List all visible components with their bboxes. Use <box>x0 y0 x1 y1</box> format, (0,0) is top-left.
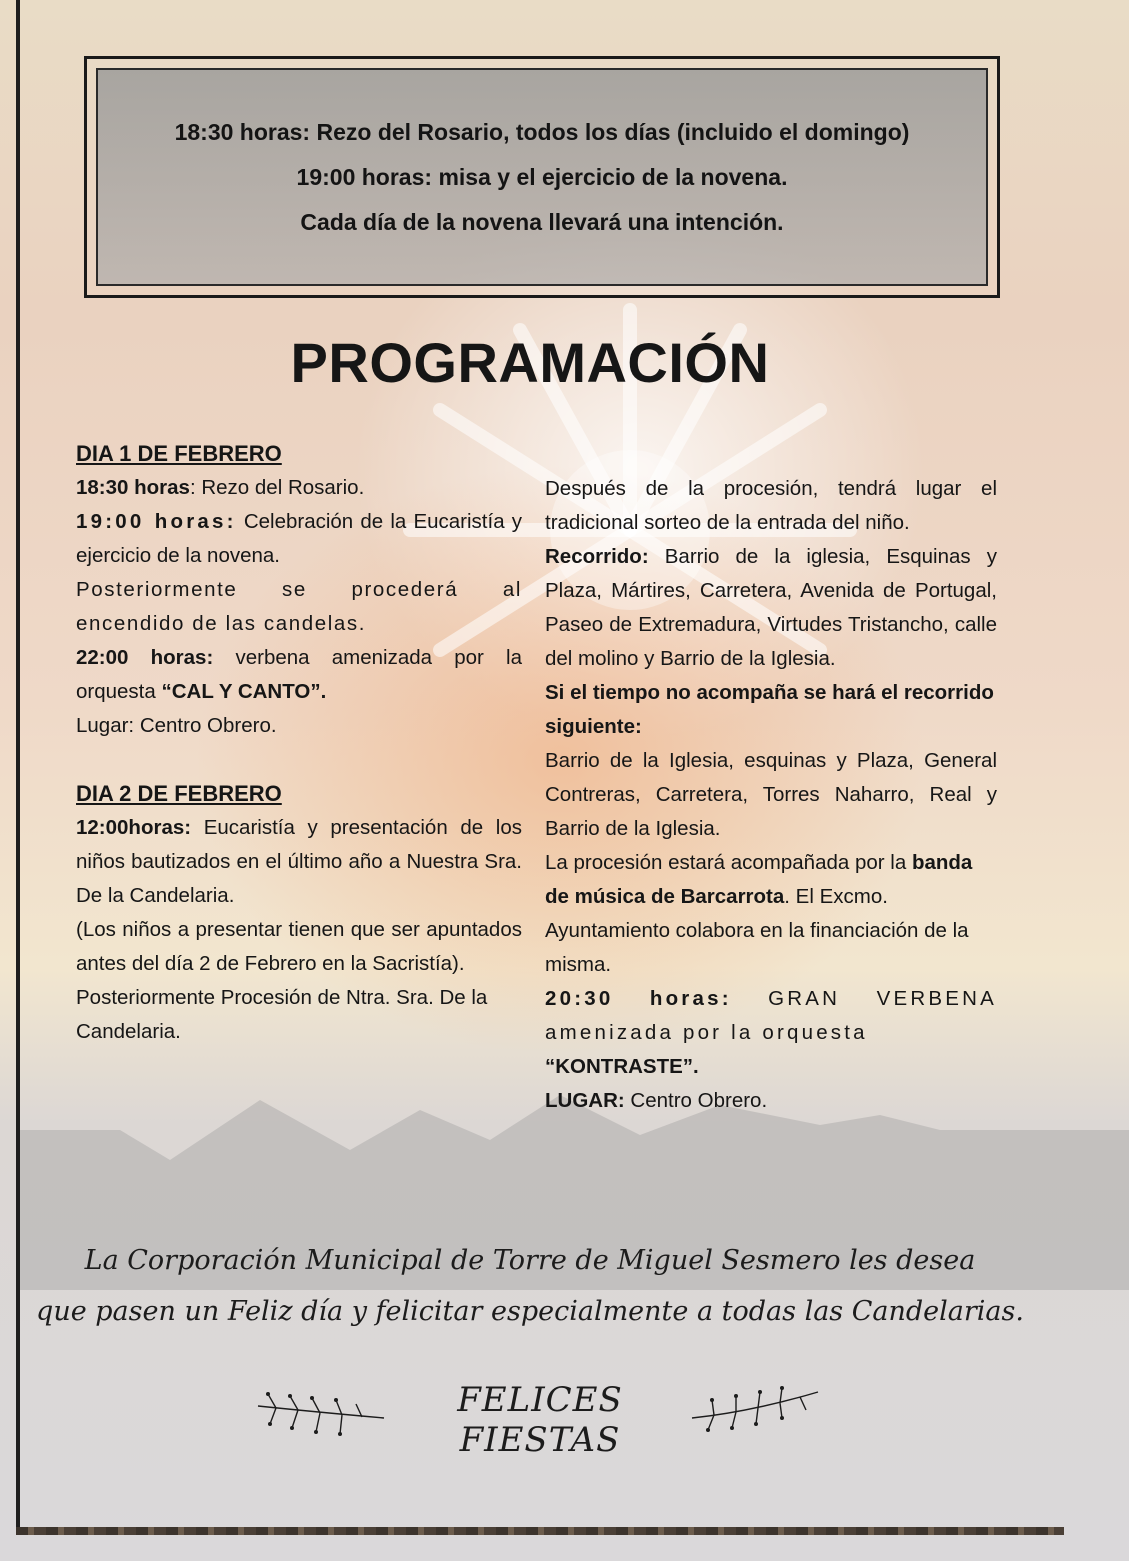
schedule-mass-line: 19:00 horas: misa y el ejercicio de la novena. <box>296 163 788 190</box>
day1-verbena-time: 22:00 horas: <box>76 646 214 669</box>
route-text <box>545 540 997 676</box>
verbena-place-label: LUGAR: <box>545 1089 625 1112</box>
route-label: Recorrido: <box>545 545 649 568</box>
schedule-intention-line: Cada día de la novena llevará una intención. <box>300 208 784 235</box>
bottom-border-strip <box>16 1527 1064 1535</box>
daily-schedule-box <box>84 56 1000 298</box>
verbena-time: 20:30 horas: <box>545 987 732 1010</box>
page-title: PROGRAMACIÓN <box>290 331 770 394</box>
leaf-sprig-icon <box>256 1384 386 1444</box>
leaf-sprig-icon <box>690 1384 820 1444</box>
day1-mass-time: 19:00 horas: <box>76 510 237 533</box>
day1-verbena-text: verbena amenizada por la orquesta <box>76 646 522 703</box>
band-text-end: . El Excmo. Ayuntamiento colabora en la financiación de la misma. <box>545 885 969 976</box>
alt-route-text: Barrio de la Iglesia, esquinas y Plaza, General Contreras, Carretera, Torres Naharro, Real y Barrio de la Iglesia. <box>545 749 997 840</box>
route-streets: Barrio de la iglesia, Esquinas y Plaza, Mártires, Carretera, Avenida de Portugal, Paseo de Extremadura, Virtudes Tristancho, calle del molino y Barrio de la Iglesia. <box>545 545 997 670</box>
spacer <box>76 743 522 777</box>
band-text-start: La procesión estará acompañada por la <box>545 851 912 874</box>
verbena-description: GRAN VERBENA amenizada por la orquesta <box>545 987 997 1044</box>
verbena-text <box>545 982 997 1050</box>
day1-heading: DIA 1 DE FEBRERO <box>76 441 282 466</box>
left-column <box>76 437 522 1049</box>
day1-candles: Posteriormente se procederá al encendido de las candelas. <box>76 578 522 635</box>
verbena-place <box>545 1084 997 1118</box>
day1-mass-text: Celebración de la Eucaristía y ejercicio de la novena. <box>76 510 523 567</box>
day2-mass-time: 12:00horas: <box>76 816 192 839</box>
day1-mass <box>76 505 522 573</box>
verbena-band-name: “KONTRASTE”. <box>545 1055 699 1078</box>
day2-procession: Posteriormente Procesión de Ntra. Sra. De la Candelaria. <box>76 986 488 1043</box>
schedule-rosary-line: 18:30 horas: Rezo del Rosario, todos los días (incluido el domingo) <box>174 118 910 145</box>
daily-schedule-panel <box>96 68 988 286</box>
day2-heading: DIA 2 DE FEBRERO <box>76 781 282 806</box>
closing-message-line1: La Corporación Municipal de Torre de Miguel Sesmero les desea <box>84 1245 976 1276</box>
day2-mass <box>76 811 522 913</box>
closing-message-line2: que pasen un Feliz día y felicitar especialmente a todas las Candelarias. <box>36 1296 1024 1327</box>
day1-rosary-text: : Rezo del Rosario. <box>189 476 365 499</box>
day1-rosary-time: 18:30 horas <box>76 476 190 499</box>
alt-route-heading: Si el tiempo no acompaña se hará el recorrido siguiente: <box>545 681 994 738</box>
band-name: banda de música de Barcarrota <box>545 851 973 908</box>
band-text <box>545 846 997 982</box>
verbena-place-text: Centro Obrero. <box>624 1089 768 1112</box>
right-column <box>545 472 997 1118</box>
day1-verbena <box>76 641 522 709</box>
day2-note: (Los niños a presentar tienen que ser apuntados antes del día 2 de Febrero en la Sacristía). <box>76 918 522 975</box>
day1-rosary <box>76 471 522 505</box>
day1-band-name: “CAL Y CANTO”. <box>161 680 327 703</box>
raffle-text: Después de la procesión, tendrá lugar el tradicional sorteo de la entrada del niño. <box>545 477 997 534</box>
day1-place: Lugar: Centro Obrero. <box>76 714 277 737</box>
felices-fiestas-greeting: FELICES FIESTAS <box>457 1380 623 1460</box>
day2-mass-text: Eucaristía y presentación de los niños bautizados en el último año a Nuestra Sra. De la Candelaria. <box>76 816 522 907</box>
